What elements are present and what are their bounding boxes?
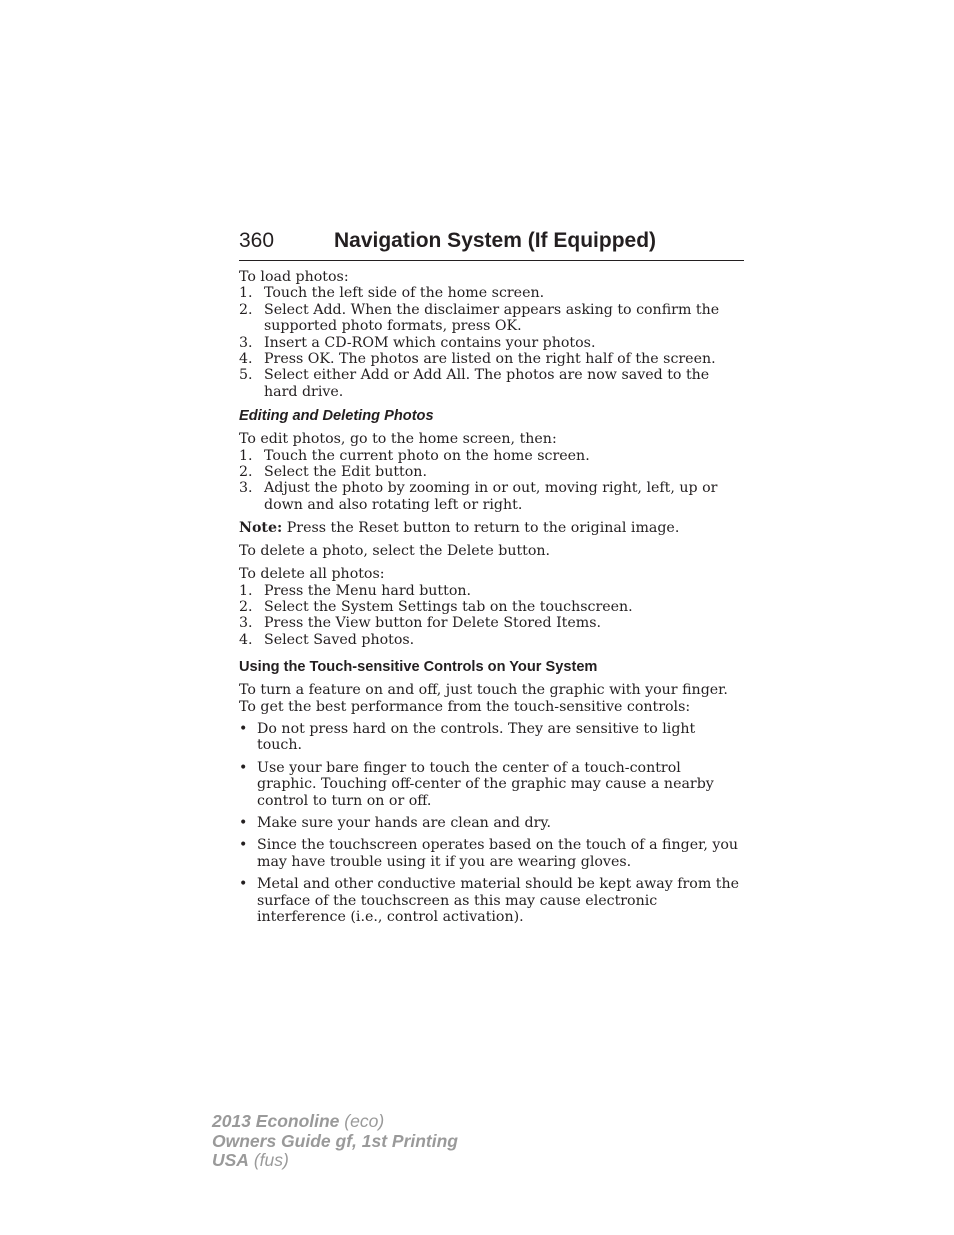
- footer-line-2: Owners Guide gf, 1st Printing: [212, 1130, 458, 1151]
- list-item: 2. Select Add. When the disclaimer appears asking to confirm the supported photo formats, press OK.: [239, 301, 720, 335]
- delete-all-steps: [239, 583, 744, 649]
- page-header: [239, 229, 744, 261]
- touch-bullets: [239, 721, 744, 925]
- section-heading-editing: Editing and Deleting Photos: [239, 408, 434, 425]
- note-text: Press the Reset button to return to the original image.: [286, 519, 680, 536]
- page-number: 360: [239, 229, 275, 252]
- bullet-icon: •: [239, 759, 248, 776]
- step-number: 4.: [239, 351, 253, 368]
- list-item: • Make sure your hands are clean and dry.: [239, 815, 552, 832]
- section-heading-touch-controls: Using the Touch-sensitive Controls on Your System: [239, 659, 598, 676]
- bullet-icon: •: [239, 721, 248, 737]
- list-item: 4. Select Saved photos.: [239, 631, 415, 648]
- list-item: 1. Touch the current photo on the home screen.: [239, 447, 590, 464]
- list-item: • Since the touchscreen operates based on the touch of a finger, you may have trouble using it if you are wearing gloves.: [239, 837, 739, 870]
- step-number: 2.: [239, 464, 253, 481]
- list-item: 3. Press the View button for Delete Stored Items.: [239, 615, 602, 632]
- step-number: 1.: [239, 447, 253, 464]
- step-number: 2.: [239, 301, 253, 318]
- step-number: 4.: [239, 631, 253, 648]
- list-item: 3. Adjust the photo by zooming in or out, moving right, left, up or down and also rotating left or right.: [239, 480, 718, 513]
- list-item: 3. Insert a CD-ROM which contains your photos.: [239, 334, 596, 351]
- list-item: 5. Select either Add or Add All. The photos are now saved to the hard drive.: [239, 367, 710, 400]
- load-photos-intro: To load photos:: [239, 269, 349, 285]
- list-item: • Do not press hard on the controls. They are sensitive to light touch.: [239, 721, 696, 754]
- list-item: 4. Press OK. The photos are listed on the right half of the screen.: [239, 351, 716, 368]
- delete-one-text: To delete a photo, select the Delete button.: [239, 543, 551, 560]
- note: [239, 520, 744, 536]
- list-item: 1. Press the Menu hard button.: [239, 582, 472, 599]
- page-content: [239, 269, 744, 925]
- step-number: 2.: [239, 598, 253, 615]
- step-number: 1.: [239, 285, 253, 302]
- bullet-icon: •: [239, 815, 248, 832]
- load-photos-steps: [239, 285, 744, 400]
- edit-photos-intro: To edit photos, go to the home screen, then:: [239, 431, 557, 448]
- delete-all-intro: To delete all photos:: [239, 566, 385, 583]
- list-item: 2. Select the Edit button.: [239, 464, 427, 481]
- edit-photos-steps: [239, 448, 744, 514]
- bullet-icon: •: [239, 876, 248, 893]
- footer-line-3: USA (fus): [212, 1150, 289, 1171]
- list-item: 2. Select the System Settings tab on the touchscreen.: [239, 598, 633, 615]
- note-label: Note:: [239, 519, 283, 536]
- footer-imprint: [212, 1112, 458, 1171]
- page-title: Navigation System (If Equipped): [334, 229, 657, 252]
- touch-intro: To turn a feature on and off, just touch the graphic with your finger. To get the best performance from the touch-sensitive controls:: [239, 682, 728, 715]
- list-item: • Metal and other conductive material should be kept away from the surface of the touchscreen as this may cause electronic interference (i.e., control activation).: [239, 876, 740, 926]
- step-number: 1.: [239, 582, 253, 599]
- step-number: 3.: [239, 480, 253, 497]
- list-item: 1. Touch the left side of the home screen.: [239, 285, 545, 302]
- step-number: 3.: [239, 334, 253, 351]
- step-number: 3.: [239, 615, 253, 632]
- list-item: • Use your bare finger to touch the center of a touch-control graphic. Touching off-center of the graphic may cause a nearby control to turn on or off.: [239, 759, 714, 809]
- step-number: 5.: [239, 367, 253, 384]
- footer-line-1: 2013 Econoline (eco): [212, 1111, 385, 1131]
- bullet-icon: •: [239, 837, 248, 854]
